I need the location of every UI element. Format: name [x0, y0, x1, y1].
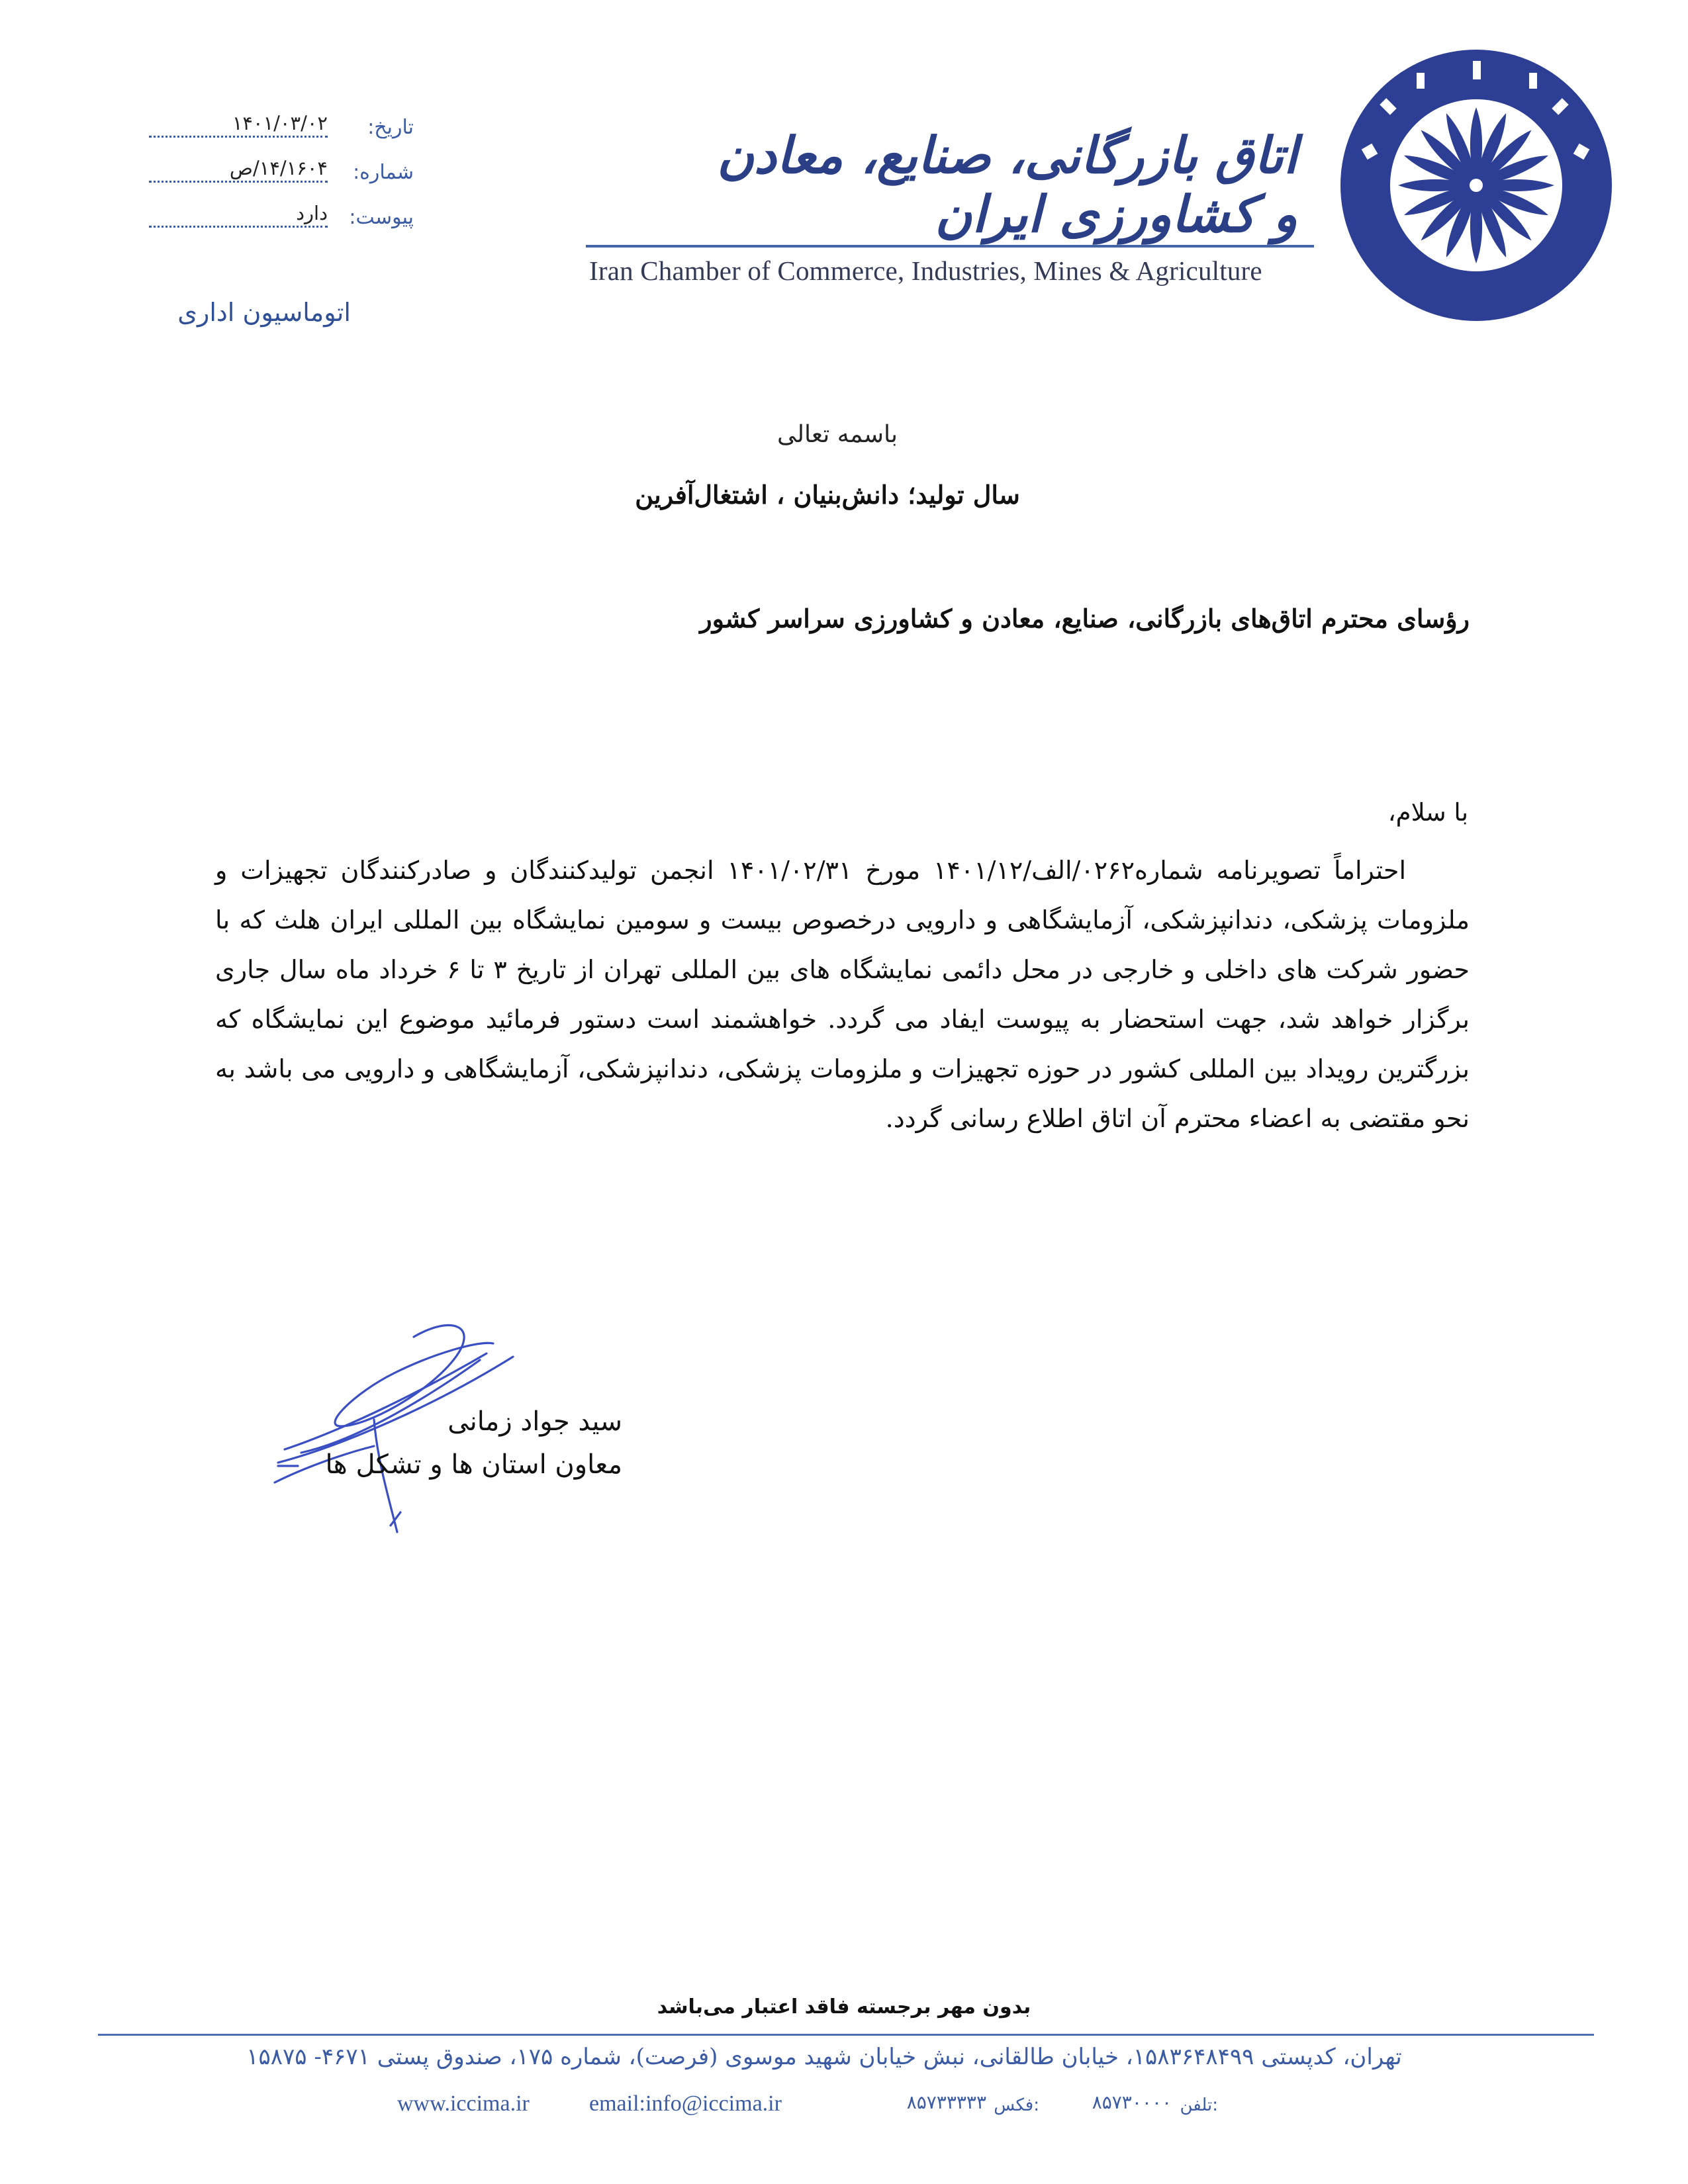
chamber-emblem-icon [1337, 46, 1615, 324]
phone-value: ۸۵۷۳۰۰۰۰ [1092, 2091, 1172, 2113]
header-divider [586, 245, 1314, 248]
chamber-name-english: Iran Chamber of Commerce, Industries, Mines & Agriculture [589, 255, 1262, 286]
fax-value: ۸۵۷۳۳۳۳۳ [906, 2091, 986, 2113]
number-value: ۱۴/۱۶۰۴/ص [149, 157, 328, 183]
attachment-field [149, 202, 414, 243]
year-slogan: سال تولید؛ دانش‌بنیان ، اشتغال‌آفرین [635, 480, 1020, 510]
number-label: شماره: [353, 161, 414, 184]
invocation: باسمه تعالی [776, 421, 898, 448]
footer-validity-note: بدون مهر برجسته فاقد اعتبار می‌باشد [657, 1995, 1031, 2019]
department-label: اتوماسیون اداری [177, 298, 351, 327]
chamber-name-persian: اتاق بازرگانی، صنایع، معادن و کشاورزی ایران [717, 126, 1297, 244]
website-link[interactable]: www.iccima.ir [397, 2091, 530, 2116]
fax-label: فکس: [994, 2095, 1039, 2115]
date-label: تاریخ: [367, 116, 414, 139]
letter-body: احتراماً تصویرنامه شماره۰۲۶۲/الف/۱۴۰۱/۱۲ مورخ ۱۴۰۱/۰۲/۳۱ انجمن تولیدکنندگان و صادرکنندگان تجهیزات و ملزومات پزشکی، دندانپزشکی، آزمایشگاهی و دارویی درخصوص بیست و سومین نمایشگاه بین المللی ایران هلث که با حضور شرکت های داخلی و خارجی در محل دائمی نمایشگاه های بین المللی تهران از تاریخ ۳ تا ۶ خرداد ماه سال جاری برگزار خواهد شد، جهت استحضار به پیوست ایفاد می گردد. خواهشمند است دستور فرمائید موضوع این نمایشگاه که بزرگترین رویداد بین المللی کشور در حوزه تجهیزات و ملزومات پزشکی، دندانپزشکی، آزمایشگاهی و دارویی می باشد به نحو مقتضی به اعضاء محترم آن اتاق اطلاع رسانی گردد. [215, 856, 1470, 1133]
attachment-value: دارد [149, 202, 328, 228]
footer-divider [98, 2034, 1594, 2036]
date-field [149, 112, 414, 153]
phone-label: تلفن: [1180, 2095, 1218, 2115]
greeting: با سلام، [1387, 798, 1468, 827]
footer-address: تهران، کدپستی ۱۵۸۳۶۴۸۴۹۹، خیابان طالقانی، نبش خیابان شهید موسوی (فرصت)، شماره ۱۷۵، صندوق پستی ۴۶۷۱- ۱۵۸۷۵ [246, 2044, 1402, 2070]
attachment-label: پیوست: [349, 206, 414, 229]
number-field [149, 157, 414, 198]
footer-contact [397, 2091, 1218, 2124]
signer-title: معاون استان ها و تشکل ها [325, 1449, 622, 1480]
signer-name: سید جواد زمانی [447, 1406, 622, 1437]
recipient-line: رؤسای محترم اتاق‌های بازرگانی، صنایع، معادن و کشاورزی سراسر کشور [700, 604, 1470, 633]
date-value: ۱۴۰۱/۰۳/۰۲ [149, 112, 328, 138]
email-link[interactable]: email:info@iccima.ir [589, 2091, 782, 2116]
